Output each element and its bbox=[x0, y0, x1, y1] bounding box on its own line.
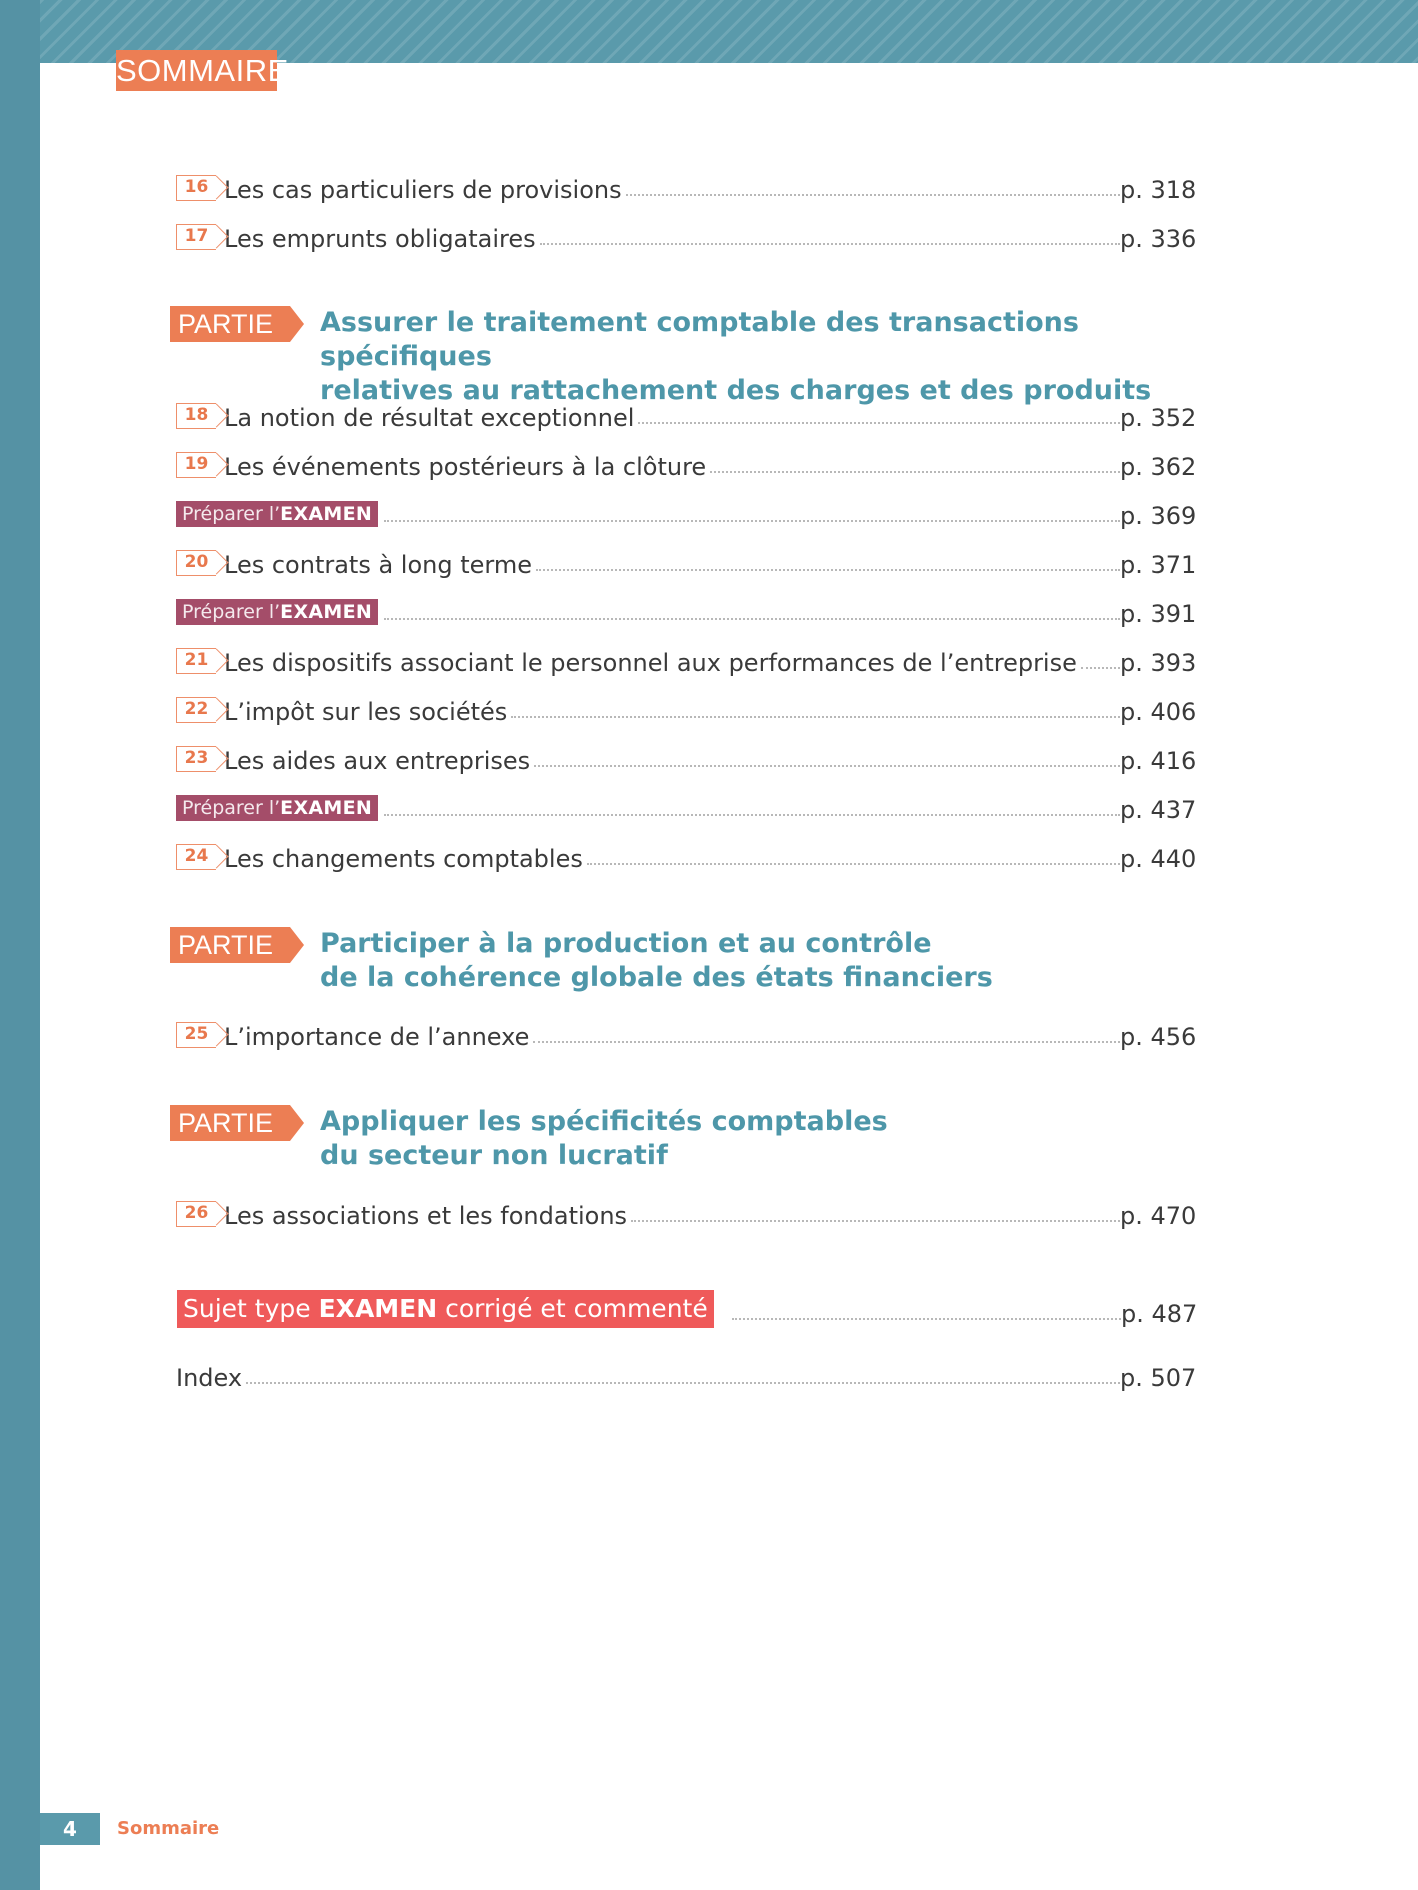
partie-title-line: Assurer le traitement comptable des transactions spécifiques bbox=[320, 307, 1079, 372]
page-ref: p. 507 bbox=[1120, 1364, 1197, 1392]
dot-leader bbox=[587, 863, 1120, 865]
toc-entry-sujet-examen[interactable] bbox=[177, 1286, 1197, 1328]
chapter-number: 19 bbox=[176, 452, 216, 478]
page-ref: p. 362 bbox=[1120, 453, 1197, 481]
exam-prefix: Préparer l’ bbox=[182, 503, 281, 525]
dot-leader bbox=[384, 520, 1120, 522]
page-ref: p. 416 bbox=[1120, 747, 1197, 775]
partie-title bbox=[320, 306, 1220, 408]
dot-leader bbox=[710, 471, 1120, 473]
dot-leader bbox=[536, 569, 1120, 571]
partie-title bbox=[320, 1105, 1220, 1173]
toc-entry-24[interactable] bbox=[176, 839, 1196, 873]
footer-label: Sommaire bbox=[117, 1818, 220, 1839]
toc-entry-25[interactable] bbox=[176, 1017, 1196, 1051]
preparer-examen-tag bbox=[176, 501, 378, 527]
exam-prefix: Préparer l’ bbox=[182, 601, 281, 623]
page-ref: p. 352 bbox=[1120, 404, 1197, 432]
partie-title-line: relatives au rattachement des charges et des produits bbox=[320, 375, 1152, 406]
chapter-number: 22 bbox=[176, 697, 216, 723]
chapter-title: La notion de résultat exceptionnel bbox=[224, 404, 635, 432]
toc-entry-exam-2[interactable] bbox=[176, 594, 1196, 628]
partie-title bbox=[320, 927, 1220, 995]
dot-leader bbox=[1081, 667, 1120, 669]
toc-entry-20[interactable] bbox=[176, 545, 1196, 579]
partie-tag: PARTIE 6 bbox=[170, 1105, 290, 1141]
dot-leader bbox=[384, 618, 1120, 620]
chapter-number: 23 bbox=[176, 746, 216, 772]
partie-title-line: Appliquer les spécificités comptables bbox=[320, 1106, 888, 1137]
toc-entry-exam-3[interactable] bbox=[176, 790, 1196, 824]
chapter-title: Les contrats à long terme bbox=[224, 551, 532, 579]
index-title: Index bbox=[176, 1364, 243, 1392]
partie-tag: PARTIE 4 bbox=[170, 306, 290, 342]
left-margin-bar bbox=[0, 0, 40, 1890]
dot-leader bbox=[511, 716, 1120, 718]
exam-word: EXAMEN bbox=[280, 503, 373, 525]
chapter-number: 20 bbox=[176, 550, 216, 576]
page-ref: p. 487 bbox=[1121, 1300, 1198, 1328]
chapter-number: 18 bbox=[176, 403, 216, 429]
sujet-prefix: Sujet type bbox=[183, 1294, 319, 1323]
page-ref: p. 318 bbox=[1120, 176, 1197, 204]
toc-entry-exam-1[interactable] bbox=[176, 496, 1196, 530]
chapter-title: Les aides aux entreprises bbox=[224, 747, 531, 775]
page-ref: p. 371 bbox=[1120, 551, 1197, 579]
toc-entry-index[interactable] bbox=[176, 1358, 1196, 1392]
sujet-suffix: corrigé et commenté bbox=[437, 1294, 708, 1323]
sujet-examen-tag bbox=[177, 1290, 714, 1328]
exam-word: EXAMEN bbox=[318, 1294, 438, 1323]
preparer-examen-tag bbox=[176, 795, 378, 821]
page-ref: p. 470 bbox=[1120, 1202, 1197, 1230]
chapter-title: Les dispositifs associant le personnel aux performances de l’entreprise bbox=[224, 649, 1077, 677]
exam-word: EXAMEN bbox=[280, 797, 373, 819]
page-ref: p. 437 bbox=[1120, 796, 1197, 824]
toc-entry-22[interactable] bbox=[176, 692, 1196, 726]
partie-title-line: de la cohérence globale des états financiers bbox=[320, 962, 993, 993]
toc-entry-19[interactable] bbox=[176, 447, 1196, 481]
page-ref: p. 456 bbox=[1120, 1023, 1197, 1051]
dot-leader bbox=[534, 765, 1120, 767]
chapter-title: Les événements postérieurs à la clôture bbox=[224, 453, 707, 481]
partie-title-line: Participer à la production et au contrôle bbox=[320, 928, 932, 959]
page-ref: p. 369 bbox=[1120, 502, 1197, 530]
chapter-title: L’impôt sur les sociétés bbox=[224, 698, 508, 726]
chapter-title: Les cas particuliers de provisions bbox=[224, 176, 622, 204]
chapter-number: 24 bbox=[176, 844, 216, 870]
chapter-title: L’importance de l’annexe bbox=[224, 1023, 530, 1051]
page-ref: p. 393 bbox=[1120, 649, 1197, 677]
dot-leader bbox=[732, 1318, 1121, 1320]
toc-entry-17[interactable] bbox=[176, 219, 1196, 253]
dot-leader bbox=[246, 1382, 1120, 1384]
dot-leader bbox=[631, 1220, 1120, 1222]
preparer-examen-tag bbox=[176, 599, 378, 625]
footer-page-number: 4 bbox=[40, 1813, 100, 1845]
toc-entry-23[interactable] bbox=[176, 741, 1196, 775]
chapter-number: 17 bbox=[176, 224, 216, 250]
sommaire-tab: SOMMAIRE bbox=[116, 50, 277, 91]
page-ref: p. 336 bbox=[1120, 225, 1197, 253]
chapter-number: 16 bbox=[176, 175, 216, 201]
dot-leader bbox=[638, 422, 1120, 424]
chapter-number: 26 bbox=[176, 1201, 216, 1227]
chapter-title: Les changements comptables bbox=[224, 845, 583, 873]
dot-leader bbox=[626, 194, 1120, 196]
chapter-number: 25 bbox=[176, 1022, 216, 1048]
exam-word: EXAMEN bbox=[280, 601, 373, 623]
toc-entry-21[interactable] bbox=[176, 643, 1196, 677]
partie-tag: PARTIE 5 bbox=[170, 927, 290, 963]
partie-title-line: du secteur non lucratif bbox=[320, 1140, 668, 1171]
chapter-title: Les associations et les fondations bbox=[224, 1202, 628, 1230]
toc-entry-18[interactable] bbox=[176, 398, 1196, 432]
dot-leader bbox=[384, 814, 1120, 816]
chapter-title: Les emprunts obligataires bbox=[224, 225, 536, 253]
dot-leader bbox=[540, 243, 1120, 245]
toc-entry-26[interactable] bbox=[176, 1196, 1196, 1230]
chapter-number: 21 bbox=[176, 648, 216, 674]
toc-entry-16[interactable] bbox=[176, 170, 1196, 204]
page-ref: p. 440 bbox=[1120, 845, 1197, 873]
page-ref: p. 391 bbox=[1120, 600, 1197, 628]
dot-leader bbox=[533, 1041, 1120, 1043]
exam-prefix: Préparer l’ bbox=[182, 797, 281, 819]
page-ref: p. 406 bbox=[1120, 698, 1197, 726]
